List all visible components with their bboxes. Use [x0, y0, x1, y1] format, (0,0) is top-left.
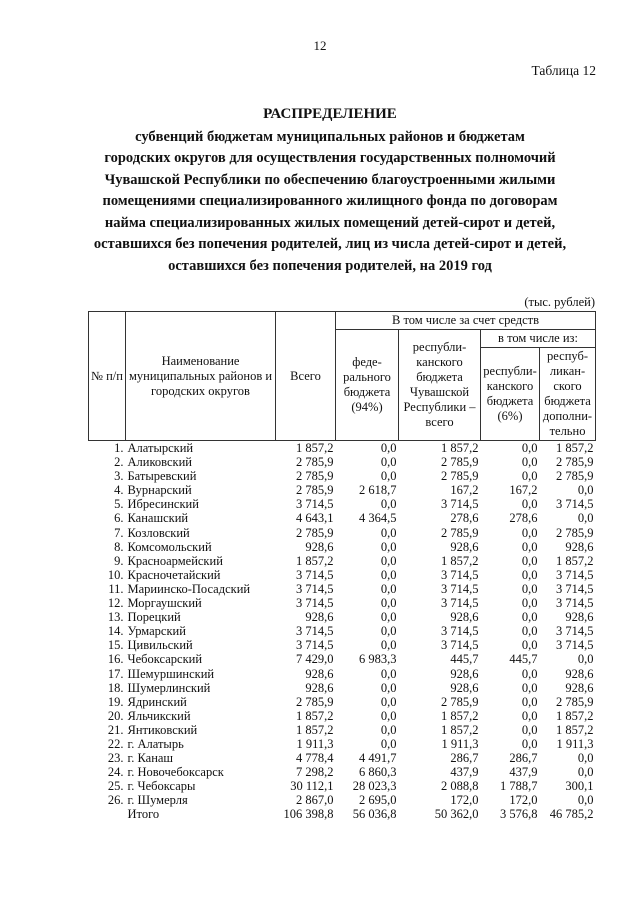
- header-republic-6: республи-канского бюджета (6%): [481, 348, 540, 441]
- cell-republic-6: 3 576,8: [500, 807, 538, 822]
- cell-republic-6: 0,0: [521, 497, 538, 512]
- cell-num: 5.: [114, 497, 124, 512]
- cell-num: 24.: [107, 765, 124, 780]
- cell-total: 3 714,5: [296, 567, 334, 582]
- cell-republic-extra: 0,0: [577, 793, 594, 808]
- cell-total: 928,6: [305, 680, 334, 695]
- cell-federal: 4 491,7: [359, 751, 397, 766]
- cell-republic-total: 2 088,8: [441, 779, 479, 794]
- title-line: найма специализированных жилых помещений детей-сирот и детей,: [104, 214, 556, 231]
- cell-republic-extra: 3 714,5: [556, 638, 594, 653]
- cell-republic-extra: 3 714,5: [556, 596, 594, 611]
- cell-federal: 0,0: [380, 497, 397, 512]
- cell-republic-total: 3 714,5: [441, 581, 479, 596]
- cell-republic-6: 437,9: [509, 765, 538, 780]
- cell-total: 3 714,5: [296, 624, 334, 639]
- table-row: [89, 709, 596, 723]
- header-num: № п/п: [89, 312, 126, 441]
- table-body: [89, 441, 596, 822]
- cell-num: 25.: [107, 779, 124, 794]
- table-row: [89, 554, 596, 568]
- cell-republic-6: 0,0: [521, 680, 538, 695]
- cell-total: 7 298,2: [296, 765, 334, 780]
- cell-republic-6: 0,0: [521, 581, 538, 596]
- cell-republic-total: 445,7: [450, 652, 479, 667]
- cell-federal: 2 618,7: [359, 483, 397, 498]
- cell-num: 11.: [108, 581, 124, 596]
- cell-total: 3 714,5: [296, 581, 334, 596]
- cell-federal: 0,0: [380, 469, 397, 484]
- cell-republic-total: 1 857,2: [441, 708, 479, 723]
- cell-republic-total: 1 857,2: [441, 553, 479, 568]
- cell-num: 12.: [107, 596, 124, 611]
- cell-republic-6: 0,0: [521, 610, 538, 625]
- cell-republic-total: 2 785,9: [441, 694, 479, 709]
- cell-republic-extra: 0,0: [577, 765, 594, 780]
- cell-republic-total: 928,6: [450, 680, 479, 695]
- cell-total: 2 867,0: [296, 793, 334, 808]
- table-row: [89, 455, 596, 469]
- cell-num: 9.: [114, 553, 124, 568]
- cell-num: 21.: [107, 722, 124, 737]
- cell-republic-6: 0,0: [521, 736, 538, 751]
- table-row: [89, 526, 596, 540]
- cell-republic-6: 0,0: [521, 441, 538, 455]
- table-row: [89, 497, 596, 511]
- cell-republic-extra: 0,0: [577, 511, 594, 526]
- cell-republic-total: 1 911,3: [441, 736, 479, 751]
- cell-total: 2 785,9: [296, 525, 334, 540]
- header-republic-extra: респуб-ликан-ского бюджета дополни-тельно: [540, 348, 596, 441]
- cell-republic-extra: 0,0: [577, 652, 594, 667]
- cell-total: 1 857,2: [296, 553, 334, 568]
- cell-republic-6: 0,0: [521, 525, 538, 540]
- cell-num: 26.: [107, 793, 124, 808]
- table-row: [89, 737, 596, 751]
- cell-federal: 0,0: [380, 596, 397, 611]
- cell-federal: 0,0: [380, 553, 397, 568]
- cell-republic-total: 2 785,9: [441, 469, 479, 484]
- table-row: [89, 511, 596, 525]
- cell-republic-total: 3 714,5: [441, 596, 479, 611]
- table-row: [89, 624, 596, 638]
- cell-total: 1 857,2: [296, 722, 334, 737]
- cell-name: Шумерлинский: [127, 680, 211, 695]
- table-row: [89, 568, 596, 582]
- cell-num: 8.: [114, 539, 124, 554]
- cell-republic-extra: 928,6: [565, 680, 594, 695]
- subsidy-table: [88, 311, 596, 822]
- cell-num: 3.: [114, 469, 124, 484]
- cell-name: Итого: [127, 807, 160, 822]
- cell-republic-extra: 2 785,9: [556, 525, 594, 540]
- header-federal: феде-рального бюджета (94%): [336, 330, 399, 441]
- title-line: Чувашской Республики по обеспечению благоустроенными жилыми: [104, 171, 556, 188]
- cell-republic-6: 0,0: [521, 638, 538, 653]
- cell-republic-total: 3 714,5: [441, 567, 479, 582]
- table-row: [89, 751, 596, 765]
- document-title: [60, 104, 600, 277]
- header-including-group: В том числе за счет средств: [336, 312, 596, 330]
- cell-total: 30 112,1: [290, 779, 334, 794]
- cell-republic-extra: 46 785,2: [549, 807, 594, 822]
- cell-republic-total: 2 785,9: [441, 525, 479, 540]
- cell-name: Мариинско-Посадский: [127, 581, 251, 596]
- cell-num: 6.: [114, 511, 124, 526]
- cell-republic-extra: 1 911,3: [556, 736, 594, 751]
- cell-republic-6: 0,0: [521, 455, 538, 470]
- cell-total: 3 714,5: [296, 596, 334, 611]
- cell-republic-6: 445,7: [509, 652, 538, 667]
- cell-republic-6: 0,0: [521, 553, 538, 568]
- cell-total: 3 714,5: [296, 638, 334, 653]
- cell-republic-total: 2 785,9: [441, 455, 479, 470]
- cell-total: 1 857,2: [296, 708, 334, 723]
- table-row: [89, 483, 596, 497]
- cell-num: 19.: [107, 694, 124, 709]
- cell-republic-extra: 0,0: [577, 483, 594, 498]
- cell-num: 20.: [107, 708, 124, 723]
- units-label: (тыс. рублей): [524, 295, 595, 309]
- cell-name: г. Шумерля: [127, 793, 188, 808]
- cell-total: 1 911,3: [296, 736, 334, 751]
- cell-republic-extra: 3 714,5: [556, 624, 594, 639]
- cell-republic-extra: 1 857,2: [556, 722, 594, 737]
- cell-total: 2 785,9: [296, 694, 334, 709]
- cell-republic-6: 0,0: [521, 722, 538, 737]
- cell-name: Алатырский: [127, 441, 194, 455]
- cell-republic-total: 50 362,0: [434, 807, 479, 822]
- table-row: [89, 638, 596, 652]
- cell-name: Аликовский: [127, 455, 192, 470]
- cell-federal: 2 695,0: [359, 793, 397, 808]
- cell-republic-6: 0,0: [521, 469, 538, 484]
- table-row: [89, 681, 596, 695]
- cell-num: 15.: [107, 638, 124, 653]
- cell-republic-total: 928,6: [450, 666, 479, 681]
- cell-name: Цивильский: [127, 638, 193, 653]
- cell-num: 10.: [107, 567, 124, 582]
- table-row: [89, 765, 596, 779]
- cell-name: г. Алатырь: [127, 736, 184, 751]
- cell-num: 18.: [107, 680, 124, 695]
- cell-total: 1 857,2: [296, 441, 334, 455]
- cell-federal: 0,0: [380, 455, 397, 470]
- page-number: 12: [313, 38, 327, 53]
- cell-republic-total: 167,2: [450, 483, 479, 498]
- cell-name: Моргаушский: [127, 596, 202, 611]
- cell-num: 1.: [114, 441, 124, 455]
- cell-num: 2.: [114, 455, 124, 470]
- cell-republic-total: 928,6: [450, 539, 479, 554]
- cell-federal: 0,0: [380, 638, 397, 653]
- cell-republic-extra: 928,6: [565, 610, 594, 625]
- title-heading: РАСПРЕДЕЛЕНИЕ: [263, 106, 397, 122]
- cell-federal: 0,0: [380, 567, 397, 582]
- cell-name: Чебоксарский: [127, 652, 203, 667]
- cell-total: 928,6: [305, 666, 334, 681]
- cell-republic-extra: 0,0: [577, 751, 594, 766]
- cell-republic-extra: 3 714,5: [556, 497, 594, 512]
- cell-num: 22.: [107, 736, 124, 751]
- cell-num: 23.: [107, 751, 124, 766]
- table-row: [89, 610, 596, 624]
- cell-total: 4 778,4: [296, 751, 334, 766]
- cell-republic-total: 928,6: [450, 610, 479, 625]
- cell-total: 2 785,9: [296, 483, 334, 498]
- cell-num: 13.: [107, 610, 124, 625]
- cell-republic-extra: 2 785,9: [556, 469, 594, 484]
- title-line: помещениями специализированного жилищного фонда по договорам: [102, 193, 558, 209]
- cell-federal: 0,0: [380, 736, 397, 751]
- table-row: [89, 779, 596, 793]
- cell-republic-6: 0,0: [521, 666, 538, 681]
- cell-republic-6: 286,7: [509, 751, 538, 766]
- cell-num: 17.: [107, 666, 124, 681]
- cell-federal: 0,0: [380, 539, 397, 554]
- cell-total: 2 785,9: [296, 469, 334, 484]
- cell-republic-extra: 3 714,5: [556, 581, 594, 596]
- cell-name: г. Новочебоксарск: [127, 765, 224, 780]
- cell-republic-total: 3 714,5: [441, 638, 479, 653]
- cell-total: 106 398,8: [283, 807, 334, 822]
- table-row: [89, 793, 596, 807]
- cell-federal: 0,0: [380, 624, 397, 639]
- cell-republic-extra: 2 785,9: [556, 455, 594, 470]
- cell-name: Вурнарский: [127, 483, 192, 498]
- table-row: [89, 723, 596, 737]
- cell-republic-total: 1 857,2: [441, 722, 479, 737]
- cell-republic-extra: 1 857,2: [556, 441, 594, 455]
- cell-total: 2 785,9: [296, 455, 334, 470]
- cell-name: Ибресинский: [127, 497, 199, 512]
- title-line: субвенций бюджетам муниципальных районов и бюджетам: [135, 128, 525, 145]
- cell-num: 14.: [107, 624, 124, 639]
- table-row: [89, 695, 596, 709]
- cell-federal: 0,0: [380, 610, 397, 625]
- cell-federal: 0,0: [380, 525, 397, 540]
- cell-name: Канашский: [127, 511, 189, 526]
- cell-republic-total: 3 714,5: [441, 497, 479, 512]
- header-total: Всего: [276, 312, 336, 441]
- cell-republic-extra: 928,6: [565, 539, 594, 554]
- cell-federal: 0,0: [380, 581, 397, 596]
- cell-total: 4 643,1: [296, 511, 334, 526]
- table-row: [89, 582, 596, 596]
- table-row: [89, 652, 596, 666]
- title-line: городских округов для осуществления государственных полномочий: [104, 150, 556, 166]
- cell-num: [89, 807, 126, 821]
- cell-republic-total: 1 857,2: [441, 441, 479, 455]
- cell-federal: 0,0: [380, 694, 397, 709]
- header-republic-total: республи-канского бюджета Чувашской Республики – всего: [399, 330, 481, 441]
- title-line: оставшихся без попечения родителей, на 2019 год: [168, 257, 492, 274]
- cell-republic-extra: 300,1: [565, 779, 594, 794]
- cell-republic-6: 0,0: [521, 567, 538, 582]
- cell-name: Козловский: [127, 525, 190, 540]
- cell-total: 928,6: [305, 610, 334, 625]
- cell-name: Красночетайский: [127, 567, 221, 582]
- cell-num: 16.: [107, 652, 124, 667]
- cell-republic-total: 278,6: [450, 511, 479, 526]
- cell-republic-6: 0,0: [521, 596, 538, 611]
- cell-republic-6: 0,0: [521, 708, 538, 723]
- header-including-sub: в том числе из:: [481, 330, 596, 348]
- cell-federal: 4 364,5: [359, 511, 397, 526]
- cell-republic-total: 3 714,5: [441, 624, 479, 639]
- cell-federal: 56 036,8: [352, 807, 397, 822]
- table-row: [89, 441, 596, 456]
- cell-name: Порецкий: [127, 610, 181, 625]
- cell-name: г. Чебоксары: [127, 779, 196, 794]
- cell-republic-6: 0,0: [521, 624, 538, 639]
- cell-total: 7 429,0: [296, 652, 334, 667]
- cell-name: Комсомольский: [127, 539, 212, 554]
- cell-name: Янтиковский: [127, 722, 198, 737]
- cell-republic-6: 167,2: [509, 483, 538, 498]
- table-label: Таблица 12: [531, 63, 596, 78]
- cell-federal: 0,0: [380, 441, 397, 455]
- cell-federal: 0,0: [380, 680, 397, 695]
- cell-federal: 28 023,3: [352, 779, 397, 794]
- cell-total: 928,6: [305, 539, 334, 554]
- cell-num: 7.: [114, 525, 124, 540]
- cell-federal: 6 983,3: [359, 652, 397, 667]
- header-name: Наименование муниципальных районов и городских округов: [126, 312, 276, 441]
- table-row: [89, 596, 596, 610]
- cell-republic-extra: 3 714,5: [556, 567, 594, 582]
- cell-republic-total: 437,9: [450, 765, 479, 780]
- table-row: [89, 540, 596, 554]
- cell-federal: 0,0: [380, 708, 397, 723]
- cell-total: 3 714,5: [296, 497, 334, 512]
- cell-republic-total: 286,7: [450, 751, 479, 766]
- cell-federal: 0,0: [380, 666, 397, 681]
- cell-name: Красноармейский: [127, 553, 223, 568]
- cell-name: Батыревский: [127, 469, 197, 484]
- cell-republic-6: 172,0: [509, 793, 538, 808]
- cell-num: 4.: [114, 483, 124, 498]
- cell-federal: 6 860,3: [359, 765, 397, 780]
- cell-republic-6: 0,0: [521, 539, 538, 554]
- table-row: [89, 667, 596, 681]
- cell-republic-6: 1 788,7: [500, 779, 538, 794]
- cell-name: Ядринский: [127, 694, 187, 709]
- cell-name: Яльчикский: [127, 708, 191, 723]
- cell-republic-extra: 1 857,2: [556, 708, 594, 723]
- cell-republic-total: 172,0: [450, 793, 479, 808]
- cell-republic-extra: 2 785,9: [556, 694, 594, 709]
- title-line: оставшихся без попечения родителей, лиц из числа детей-сирот и детей,: [93, 236, 567, 252]
- cell-republic-extra: 1 857,2: [556, 553, 594, 568]
- table-row: [89, 469, 596, 483]
- cell-name: Урмарский: [127, 624, 186, 639]
- cell-name: Шемуршинский: [127, 666, 215, 681]
- cell-federal: 0,0: [380, 722, 397, 737]
- cell-republic-extra: 928,6: [565, 666, 594, 681]
- cell-name: г. Канаш: [127, 751, 174, 766]
- cell-republic-6: 278,6: [509, 511, 538, 526]
- cell-republic-6: 0,0: [521, 694, 538, 709]
- table-row: [89, 807, 596, 821]
